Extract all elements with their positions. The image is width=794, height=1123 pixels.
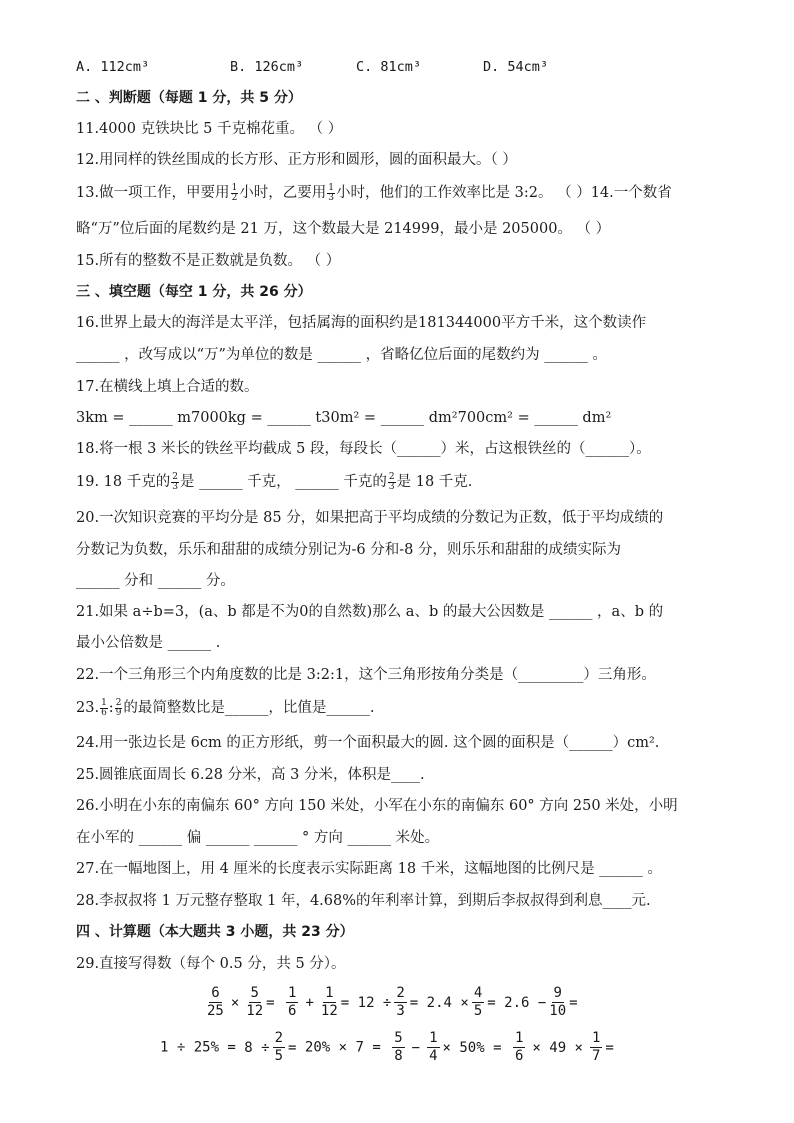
question-24: 24.用一张边长是 6cm 的正方形纸，剪一个面积最大的圆. 这个圆的面积是（______）cm².: [76, 735, 660, 751]
option-a: A. 112cm³: [76, 59, 150, 75]
question-26-line2: 在小军的 ______ 偏 ______ ______ ° 方向 ______ 米处。: [76, 830, 440, 846]
calc-expression: 12 ÷ $\frac{2}{3}$ =: [357, 985, 419, 1019]
option-d: D. 54cm³: [483, 59, 549, 75]
fraction: $\frac{2}{9}$: [115, 697, 122, 718]
fraction: $\frac{2}{3}$: [388, 471, 395, 492]
question-21-line2: 最小公倍数是 ______ .: [76, 635, 221, 651]
question-13: 13.做一项工作，甲要用 $\frac{1}{2}$ 小时，乙要用 $\frac{1}{3}$ 小时，他们的工作效率比是 3:2。 （ ）14.一个数省: [76, 182, 672, 203]
calc-expression: $\frac{1}{6}$ + $\frac{1}{12}$ =: [288, 985, 350, 1019]
calc-expression: $\frac{1}{6}$ × 49 × $\frac{1}{7}$ =: [514, 1030, 614, 1064]
calc-expression: $\frac{6}{25}$ × $\frac{5}{12}$ =: [207, 985, 275, 1019]
question-18: 18.将一根 3 米长的铁丝平均截成 5 段，每段长（______）米，占这根铁丝的（______）。: [76, 441, 651, 457]
question-28: 28.李叔叔将 1 万元整存整取 1 年，4.68%的年利率计算，到期后李叔叔得到利息____元.: [76, 893, 651, 909]
calc-expression: $\frac{5}{8}$ − $\frac{1}{4}$ × 50% =: [394, 1030, 502, 1064]
question-15: 15.所有的整数不是正数就是负数。 （ ）: [76, 253, 341, 269]
question-22: 22.一个三角形三个内角度数的比是 3:2:1，这个三角形按角分类是（_________）三角形。: [76, 667, 656, 683]
calc-row-2: [160, 1030, 614, 1065]
question-23: 23. $\frac{1}{6}$ : $\frac{2}{9}$ 的最简整数比是______，比值是______.: [76, 697, 375, 718]
question-17: 17.在横线上填上合适的数。: [76, 379, 259, 395]
fraction: $\frac{2}{3}$: [172, 471, 178, 492]
calc-expression: 1 ÷ 25% =: [160, 1039, 236, 1056]
fraction: $\frac{1}{6}$: [101, 697, 107, 718]
section-title-calculation: 四 、计算题（本大题共 3 小题，共 23 分）: [76, 924, 354, 940]
question-25: 25.圆锥底面周长 6.28 分米，高 3 分米，体积是____.: [76, 767, 425, 783]
question-26-line1: 26.小明在小东的南偏东 60° 方向 150 米处，小军在小东的南偏东 60° 方向 250 米处，小明: [76, 798, 678, 814]
question-17-blanks: 3km = ______ m7000kg = ______ t30m² = ______ dm²700cm² = ______ dm²: [76, 410, 612, 426]
option-c: C. 81cm³: [356, 59, 422, 75]
calc-expression: 2.4 × $\frac{4}{5}$ =: [426, 985, 496, 1019]
fraction: $\frac{1}{3}$: [328, 182, 335, 203]
section-title-fill-blank: 三 、填空题（每空 1 分，共 26 分）: [76, 284, 312, 300]
question-27: 27.在一幅地图上，用 4 厘米的长度表示实际距离 18 千米，这幅地图的比例尺是 ______ 。: [76, 861, 662, 877]
question-11: 11.4000 克铁块比 5 千克棉花重。 （ ）: [76, 121, 343, 137]
question-20-line2: 分数记为负数，乐乐和甜甜的成绩分别记为-6 分和-8 分，则乐乐和甜甜的成绩实际为: [76, 542, 621, 558]
question-20-line3: ______ 分和 ______ 分。: [76, 573, 235, 589]
calc-expression: 8 ÷ $\frac{2}{5}$ =: [244, 1030, 297, 1064]
question-14-continued: 略“万”位后面的尾数约是 21 万，这个数最大是 214999，最小是 205000。 （ ）: [76, 221, 611, 237]
section-title-judgement: 二 、判断题（每题 1 分，共 5 分）: [76, 90, 302, 106]
fraction: $\frac{1}{2}$: [231, 182, 238, 203]
question-29: 29.直接写得数（每个 0.5 分，共 5 分）。: [76, 956, 346, 972]
calc-expression: 2.6 − $\frac{9}{10}$ =: [504, 985, 578, 1019]
option-b: B. 126cm³: [230, 59, 304, 75]
calc-row-1: [204, 985, 578, 1020]
question-12: 12.用同样的铁丝围成的长方形、正方形和圆形，圆的面积最大。（ ）: [76, 152, 517, 168]
question-21-line1: 21.如果 a÷b=3，(a、b 都是不为0的自然数)那么 a、b 的最大公因数是 ______ ，a、b 的: [76, 604, 664, 620]
question-16-line2: ______ ，改写成以“万”为单位的数是 ______ ，省略亿位后面的尾数约为 ______ 。: [76, 347, 607, 363]
question-19: 19. 18 千克的 $\frac{2}{3}$ 是 ______ 千克， ______ 千克的 $\frac{2}{3}$ 是 18 千克.: [76, 471, 473, 492]
question-20-line1: 20.一次知识竞赛的平均分是 85 分，如果把高于平均成绩的分数记为正数，低于平均成绩的: [76, 510, 664, 526]
calc-expression: 20% × 7 =: [304, 1039, 381, 1056]
question-16-line1: 16.世界上最大的海洋是太平洋，包括属海的面积约是181344000平方千米，这个数读作: [76, 315, 647, 331]
